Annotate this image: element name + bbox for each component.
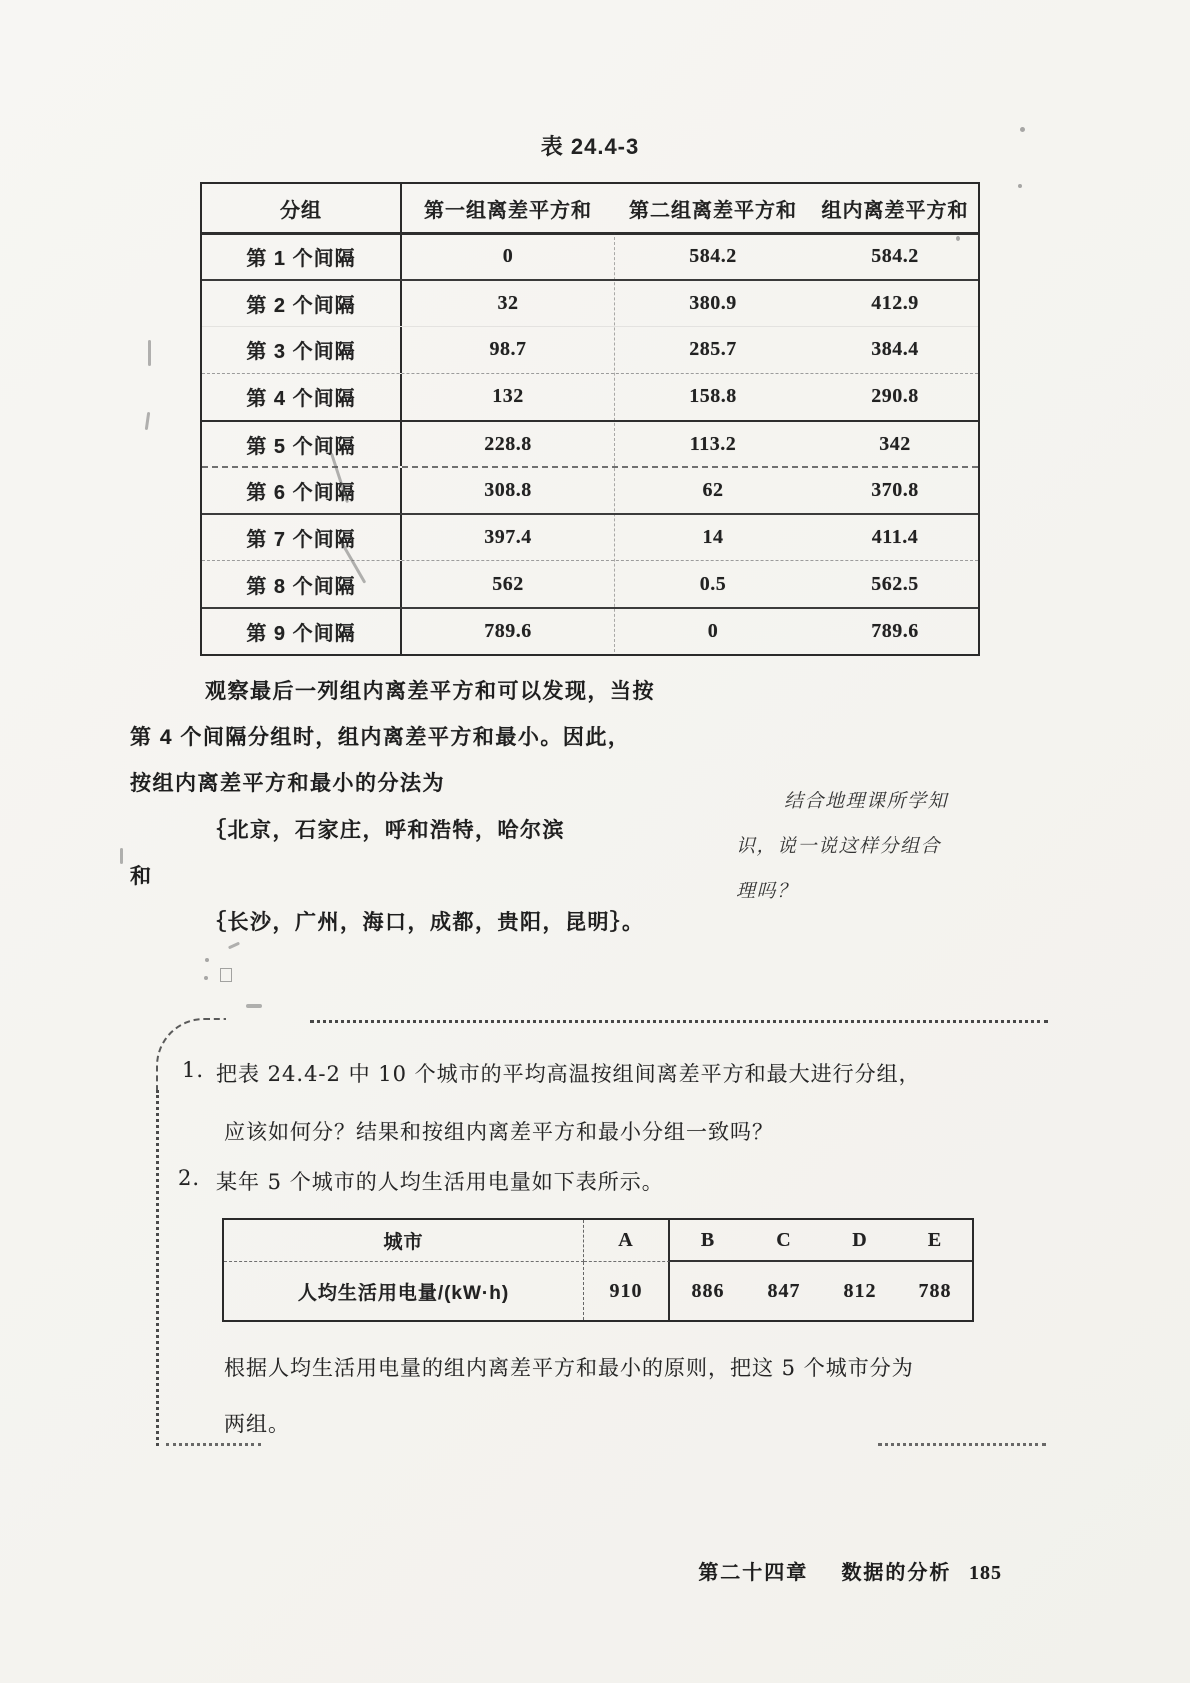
page-footer	[698, 1556, 1002, 1585]
table-row	[202, 466, 978, 513]
cell-value: 158.8	[689, 385, 737, 408]
margin-note-line: 理吗？	[736, 880, 798, 902]
connector-word: 和	[130, 865, 153, 888]
footer-section: 数据的分析	[841, 1562, 952, 1584]
header-city-c: C	[746, 1220, 822, 1262]
exercise-box-bottom-border	[166, 1443, 261, 1446]
cell-value: 132	[492, 385, 524, 408]
table-title: 表 24.4-3	[540, 134, 640, 159]
paragraph-line: 按组内离差平方和最小的分法为	[130, 772, 445, 795]
row-label: 第 5 个间隔	[202, 422, 402, 467]
footer-page-number: 185	[969, 1562, 1002, 1584]
scan-artifact	[246, 1004, 262, 1008]
margin-note-line: 识，说一说这样分组合	[736, 835, 942, 857]
deviation-table	[200, 182, 980, 656]
table-row	[202, 232, 978, 279]
exercise-item1-line2: 应该如何分？结果和按组内离差平方和最小分组一致吗？	[224, 1120, 774, 1144]
cell-value: 228.8	[484, 432, 532, 455]
row-label: 第 6 个间隔	[202, 468, 402, 513]
exercise-box-top-border	[310, 1020, 1048, 1023]
cell-value: 380.9	[689, 291, 737, 314]
table-row	[202, 420, 978, 467]
scan-artifact	[148, 340, 151, 366]
cell-value: 370.8	[871, 479, 919, 502]
table-row	[202, 607, 978, 654]
scan-artifact	[145, 412, 150, 430]
cell-value: 584.2	[871, 245, 919, 268]
header-city-d: D	[822, 1220, 898, 1262]
exercise-box-left-border	[156, 1090, 159, 1446]
table-row	[202, 326, 978, 373]
row-label: 第 7 个间隔	[202, 515, 402, 560]
cell-value: 113.2	[689, 432, 737, 455]
cell-value: 384.4	[871, 338, 919, 361]
scan-artifact	[956, 236, 960, 241]
row-label: 第 4 个间隔	[202, 374, 402, 420]
header-group2-ss: 第二组离差平方和	[629, 199, 797, 222]
margin-note-line: 结合地理课所学知	[784, 790, 949, 812]
cell-value: 411.4	[871, 526, 919, 549]
row-label: 人均生活用电量/(kW·h)	[224, 1262, 584, 1320]
cell-value: 308.8	[484, 479, 532, 502]
electricity-table-header	[224, 1220, 972, 1262]
header-group1-ss: 第一组离差平方和	[424, 199, 592, 222]
table-header-row	[202, 184, 978, 232]
row-label: 第 2 个间隔	[202, 281, 402, 326]
exercise-box-bottom-border	[878, 1443, 1046, 1446]
row-label: 第 1 个间隔	[202, 235, 402, 279]
paragraph-line: 第 4 个间隔分组时，组内离差平方和最小。因此，	[130, 726, 631, 749]
cell-value: 584.2	[689, 245, 737, 268]
cell-value: 789.6	[871, 620, 919, 643]
electricity-table	[222, 1218, 974, 1322]
cell-value: 342	[879, 432, 911, 455]
cell-value: 397.4	[484, 526, 532, 549]
group-set-2: ｛长沙，广州，海口，成都，贵阳，昆明｝。	[205, 911, 645, 934]
cell-value: 562.5	[871, 572, 919, 595]
header-city-b: B	[670, 1220, 746, 1262]
scan-artifact	[120, 848, 123, 864]
scan-artifact	[204, 976, 208, 980]
scan-artifact	[1020, 127, 1025, 132]
cell-value: 32	[497, 291, 519, 314]
row-label: 第 3 个间隔	[202, 327, 402, 373]
electricity-table-data-row	[224, 1262, 972, 1320]
cell-value: 910	[584, 1262, 670, 1320]
header-within-ss: 组内离差平方和	[821, 199, 969, 222]
cell-value: 62	[702, 479, 724, 502]
table-row	[202, 513, 978, 560]
exercise-item1-line1: 把表 24.4-2 中 10 个城市的平均高温按组间离差平方和最大进行分组，	[216, 1062, 921, 1086]
exercise-item-number: 2.	[178, 1166, 201, 1190]
cell-value: 290.8	[871, 385, 919, 408]
cell-value: 562	[492, 572, 524, 595]
exercise-label-mark	[220, 968, 232, 982]
cell-value: 98.7	[489, 338, 527, 361]
exercise-closing-line1: 根据人均生活用电量的组内离差平方和最小的原则，把这 5 个城市分为	[224, 1356, 914, 1380]
cell-value: 0	[707, 620, 719, 643]
row-label: 第 9 个间隔	[202, 609, 402, 654]
scan-artifact	[228, 942, 240, 950]
scan-artifact	[205, 958, 209, 962]
group-set-1: ｛北京，石家庄，呼和浩特，哈尔滨	[205, 819, 565, 842]
paragraph-line: 观察最后一列组内离差平方和可以发现，当按	[205, 680, 655, 703]
exercise-closing-line2: 两组。	[224, 1412, 290, 1436]
table-row	[202, 560, 978, 607]
cell-value: 886	[691, 1279, 725, 1302]
table-row	[202, 373, 978, 420]
cell-value: 14	[702, 526, 724, 549]
header-group: 分组	[202, 184, 402, 232]
cell-value: 789.6	[484, 620, 532, 643]
header-city: 城市	[224, 1220, 584, 1262]
scan-artifact	[1018, 184, 1022, 188]
cell-value: 0.5	[699, 572, 727, 595]
footer-chapter: 第二十四章	[698, 1562, 809, 1584]
cell-value: 412.9	[871, 291, 919, 314]
cell-value: 812	[843, 1279, 877, 1302]
cell-value: 788	[918, 1279, 952, 1302]
exercise-item-number: 1.	[182, 1058, 205, 1082]
table-row	[202, 279, 978, 326]
cell-value: 847	[767, 1279, 801, 1302]
exercise-item2-text: 某年 5 个城市的人均生活用电量如下表所示。	[216, 1170, 664, 1194]
column-divider-line	[614, 232, 615, 652]
row-label: 第 8 个间隔	[202, 561, 402, 607]
cell-value: 0	[502, 245, 514, 268]
header-city-a: A	[584, 1220, 670, 1262]
header-city-e: E	[898, 1220, 972, 1262]
cell-value: 285.7	[689, 338, 737, 361]
